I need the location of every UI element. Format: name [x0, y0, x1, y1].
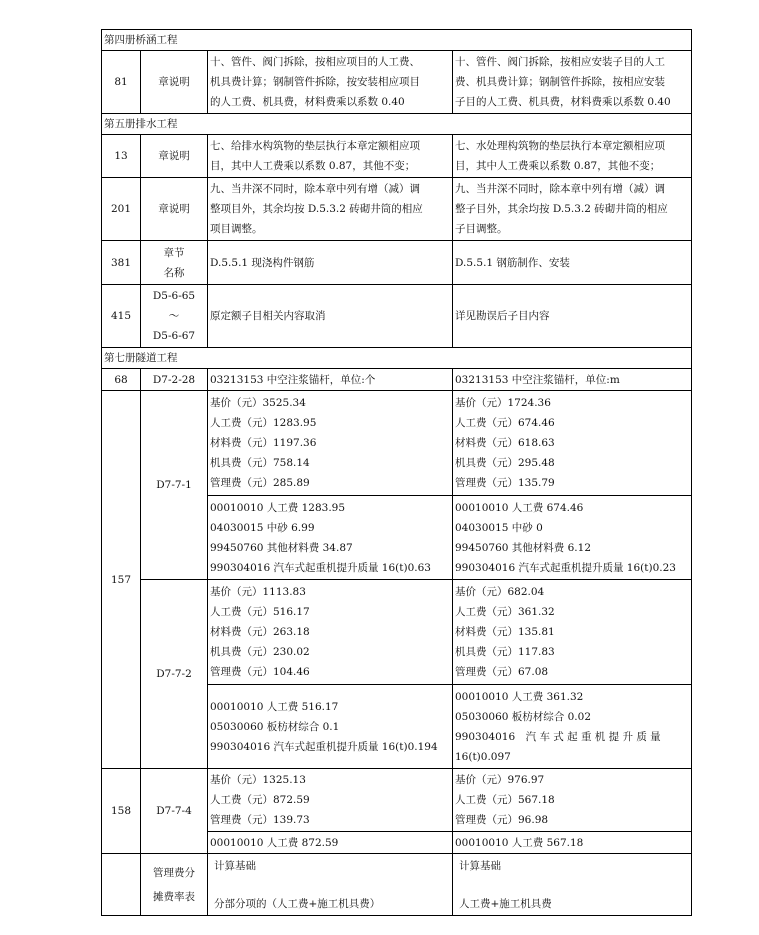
original-cell: 七、给排水构筑物的垫层执行本章定额相应项 目，其中人工费乘以系数 0.87，其他不变； [208, 135, 453, 178]
item-cell: 章说明 [141, 51, 208, 114]
corrected-cell: 计算基础 人工费+施工机具费 [453, 854, 692, 916]
item-cell: D7-7-4 [141, 769, 208, 854]
corrected-cell: 十、管件、阀门拆除，按相应安装子目的人工 费、机具费计算；钢制管件拆除，按相应安装 子目的人工费、机具费，材料费乘以系数 0.40 [453, 51, 692, 114]
corrected-cell: 00010010 人工费 361.32 05030060 板枋材综合 0.02 990304016 汽 车 式 起 重 机 提 升 质 量 16(t)0.097 [453, 685, 692, 769]
section-row [102, 114, 692, 135]
corrected-cell: 基价（元）976.97 人工费（元）567.18 管理费（元）96.98 [453, 769, 692, 832]
errata-table [101, 29, 692, 916]
item-cell: D7-7-1 [141, 391, 208, 580]
item-cell: 章说明 [141, 178, 208, 241]
corrected-cell: 03213153 中空注浆锚杆，单位:m [453, 369, 692, 391]
original-cell: D.5.5.1 现浇构件钢筋 [208, 241, 453, 285]
section-row [102, 348, 692, 369]
corrected-cell: 基价（元）682.04 人工费（元）361.32 材料费（元）135.81 机具费（元）117.83 管理费（元）67.08 [453, 580, 692, 685]
item-cell: D7-7-2 [141, 580, 208, 769]
corrected-cell: 基价（元）1724.36 人工费（元）674.46 材料费（元）618.63 机具费（元）295.48 管理费（元）135.79 [453, 391, 692, 496]
section-title: 第五册排水工程 [102, 114, 692, 135]
section-row [102, 30, 692, 51]
original-cell: 基价（元）3525.34 人工费（元）1283.95 材料费（元）1197.36 机具费（元）758.14 管理费（元）285.89 [208, 391, 453, 496]
table-row [102, 51, 692, 114]
table-row [102, 135, 692, 178]
corrected-cell: 详见勘误后子目内容 [453, 285, 692, 348]
original-cell: 计算基础 分部分项的（人工费+施工机具费） [208, 854, 453, 916]
table-row [102, 241, 692, 285]
corrected-cell: D.5.5.1 钢筋制作、安装 [453, 241, 692, 285]
item-cell: 管理费分 摊费率表 [141, 854, 208, 916]
section-title: 第七册隧道工程 [102, 348, 692, 369]
page-cell: 157 [102, 391, 141, 769]
table-row [102, 580, 692, 685]
original-cell: 基价（元）1325.13 人工费（元）872.59 管理费（元）139.73 [208, 769, 453, 832]
page-cell: 415 [102, 285, 141, 348]
table-row [102, 369, 692, 391]
corrected-cell: 九、当井深不同时，除本章中列有增（减）调 整子目外，其余均按 D.5.3.2 砖砌井筒的相应 子目调整。 [453, 178, 692, 241]
page-cell: 381 [102, 241, 141, 285]
table-row [102, 769, 692, 832]
table-row [102, 854, 692, 916]
section-title: 第四册桥涵工程 [102, 30, 692, 51]
item-cell: D7-2-28 [141, 369, 208, 391]
original-cell: 03213153 中空注浆锚杆，单位:个 [208, 369, 453, 391]
original-cell: 00010010 人工费 1283.95 04030015 中砂 6.99 99450760 其他材料费 34.87 990304016 汽车式起重机提升质量 16(t)0.63 [208, 496, 453, 580]
table-row [102, 178, 692, 241]
original-cell: 原定额子目相关内容取消 [208, 285, 453, 348]
original-cell: 十、管件、阀门拆除，按相应项目的人工费、 机具费计算；钢制管件拆除，按安装相应项目 的人工费、机具费，材料费乘以系数 0.40 [208, 51, 453, 114]
original-cell: 00010010 人工费 516.17 05030060 板枋材综合 0.1 990304016 汽车式起重机提升质量 16(t)0.194 [208, 685, 453, 769]
original-cell: 九、当井深不同时，除本章中列有增（减）调 整项目外，其余均按 D.5.3.2 砖砌井筒的相应 项目调整。 [208, 178, 453, 241]
page-cell: 81 [102, 51, 141, 114]
page-cell [102, 854, 141, 916]
page-cell: 13 [102, 135, 141, 178]
page-cell: 68 [102, 369, 141, 391]
page-cell: 201 [102, 178, 141, 241]
original-cell: 基价（元）1113.83 人工费（元）516.17 材料费（元）263.18 机具费（元）230.02 管理费（元）104.46 [208, 580, 453, 685]
corrected-cell: 七、水处理构筑物的垫层执行本章定额相应项 目，其中人工费乘以系数 0.87，其他不变； [453, 135, 692, 178]
corrected-cell: 00010010 人工费 567.18 [453, 832, 692, 854]
table-row [102, 391, 692, 496]
page-cell: 158 [102, 769, 141, 854]
corrected-cell: 00010010 人工费 674.46 04030015 中砂 0 99450760 其他材料费 6.12 990304016 汽车式起重机提升质量 16(t)0.23 [453, 496, 692, 580]
item-cell: D5-6-65 ～ D5-6-67 [141, 285, 208, 348]
table-row [102, 285, 692, 348]
item-cell: 章节 名称 [141, 241, 208, 285]
original-cell: 00010010 人工费 872.59 [208, 832, 453, 854]
item-cell: 章说明 [141, 135, 208, 178]
